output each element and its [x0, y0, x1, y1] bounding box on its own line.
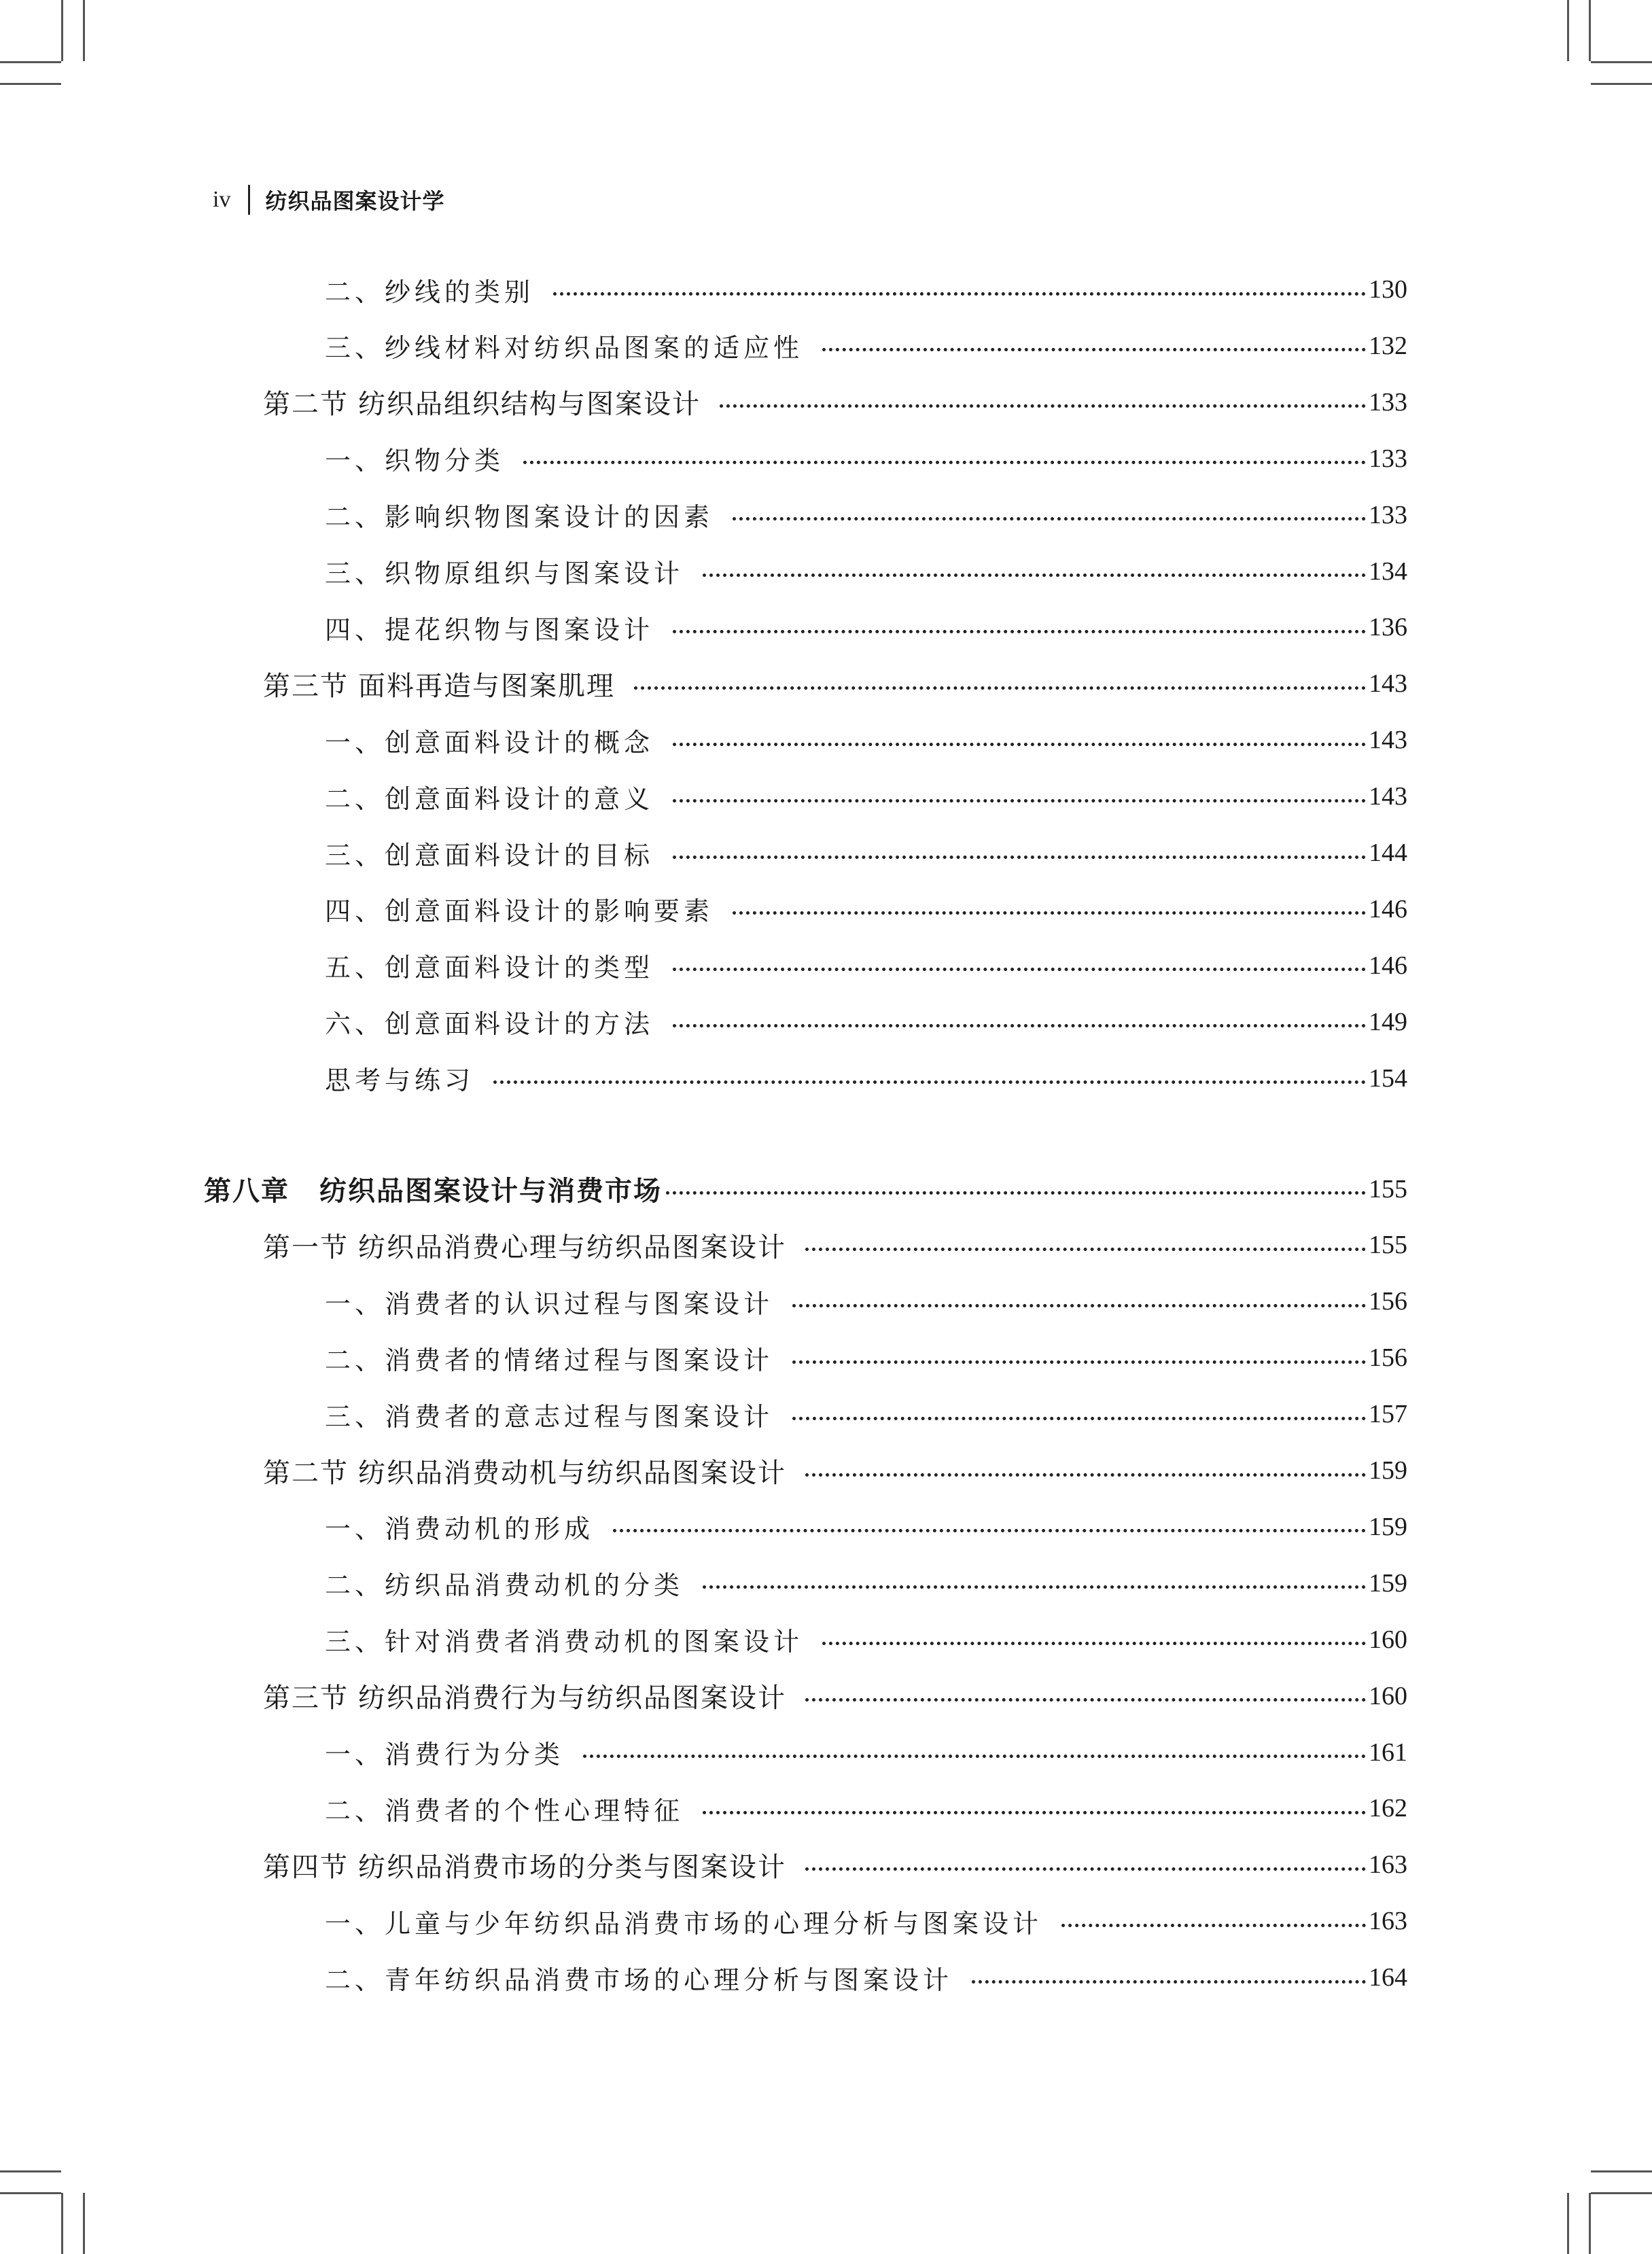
toc-entry-page: 134 — [1369, 557, 1407, 586]
toc-entry-title: 二、纺织品消费动机的分类 — [325, 1570, 684, 1601]
toc-entry-title: 一、创意面料设计的概念 — [325, 727, 654, 758]
toc-entry-label: 第二节 — [263, 389, 349, 421]
dot-leader — [493, 1080, 1366, 1084]
toc-entry-item — [0, 1901, 1652, 1941]
dot-leader — [523, 461, 1366, 464]
toc-entry-title: 二、影响织物图案设计的因素 — [325, 502, 714, 533]
dot-leader — [673, 799, 1366, 803]
dot-leader — [792, 1304, 1366, 1307]
toc-entry-title: 一、儿童与少年纺织品消费市场的心理分析与图案设计 — [325, 1908, 1043, 1939]
toc-entry-page: 143 — [1369, 782, 1407, 811]
toc-entry-label: 第八章 — [204, 1176, 289, 1207]
dot-leader — [673, 743, 1366, 746]
dot-leader — [822, 1642, 1366, 1645]
toc-entry-page: 162 — [1369, 1794, 1407, 1823]
toc-entry-heading: 纺织品消费市场的分类与图案设计 — [358, 1851, 786, 1883]
crop-mark — [1567, 0, 1569, 61]
toc-entry-label: 第一节 — [263, 1231, 349, 1263]
toc-entry-heading: 面料再造与图案肌理 — [358, 670, 615, 702]
toc-entry-item — [0, 776, 1652, 817]
toc-entry-title — [263, 1226, 786, 1265]
crop-mark — [1589, 0, 1591, 61]
toc-entry-page: 133 — [1369, 444, 1407, 473]
toc-entry-item — [0, 1337, 1652, 1378]
toc-entry-page: 133 — [1369, 387, 1407, 417]
crop-mark — [1591, 61, 1652, 63]
dot-leader — [720, 404, 1366, 408]
dot-leader — [805, 1248, 1366, 1251]
toc-entry-page: 159 — [1369, 1456, 1407, 1485]
toc-entry-page: 160 — [1369, 1625, 1407, 1654]
toc-entry-title: 三、纱线材料对纺织品图案的适应性 — [325, 333, 804, 364]
dot-leader — [673, 968, 1366, 971]
toc-entry-label: 第三节 — [263, 670, 349, 702]
toc-entry-item — [0, 551, 1652, 592]
dot-leader — [634, 686, 1366, 690]
toc-entry-section — [0, 1225, 1652, 1265]
running-header — [213, 182, 444, 217]
toc-entry-label: 第三节 — [263, 1683, 349, 1714]
toc-entry-title — [263, 383, 701, 421]
toc-entry-item — [0, 889, 1652, 930]
dot-leader — [822, 348, 1366, 351]
toc-entry-page: 163 — [1369, 1850, 1407, 1880]
dot-leader — [805, 1473, 1366, 1477]
toc-entry-page: 156 — [1369, 1343, 1407, 1373]
toc-entry-item — [0, 1732, 1652, 1773]
crop-mark — [61, 0, 63, 61]
toc-entry-item — [0, 1619, 1652, 1660]
toc-entry-item — [0, 438, 1652, 479]
toc-entry-page: 163 — [1369, 1907, 1407, 1936]
toc-entry-page: 156 — [1369, 1287, 1407, 1316]
crop-mark — [61, 2193, 63, 2254]
toc-entry-label: 第四节 — [263, 1851, 349, 1883]
toc-entry-page: 143 — [1369, 669, 1407, 699]
toc-entry-page: 143 — [1369, 726, 1407, 755]
dot-leader — [583, 1755, 1366, 1758]
crop-mark — [83, 2193, 85, 2254]
dot-leader — [972, 1980, 1366, 1984]
toc-entry-item — [0, 1058, 1652, 1099]
crop-mark — [0, 2192, 61, 2194]
toc-entry-item — [0, 1394, 1652, 1434]
toc-entry-title: 二、消费者的情绪过程与图案设计 — [325, 1345, 774, 1375]
crop-mark — [1589, 2193, 1591, 2254]
toc-entry-page: 130 — [1369, 275, 1407, 304]
toc-entry-title: 一、织物分类 — [325, 446, 505, 476]
toc-entry-title — [263, 665, 615, 703]
toc-entry-title: 一、消费者的认识过程与图案设计 — [325, 1288, 774, 1319]
toc-entry-title: 三、织物原组织与图案设计 — [325, 559, 684, 588]
toc-entry-section — [0, 663, 1652, 704]
toc-entry-section — [0, 1844, 1652, 1885]
toc-entry-item — [0, 1957, 1652, 1998]
crop-mark — [1591, 2170, 1652, 2172]
toc-entry-title — [263, 1451, 786, 1490]
toc-entry-section — [0, 1450, 1652, 1491]
toc-entry-item — [0, 607, 1652, 648]
toc-entry-page: 154 — [1369, 1063, 1407, 1093]
toc-entry-item — [0, 1002, 1652, 1042]
crop-mark — [83, 0, 85, 61]
toc-entry-heading: 纺织品组织结构与图案设计 — [358, 389, 701, 421]
dot-leader — [613, 1529, 1366, 1532]
toc-entry-title: 三、针对消费者消费动机的图案设计 — [325, 1627, 804, 1657]
crop-mark — [1591, 2192, 1652, 2194]
dot-leader — [805, 1867, 1366, 1871]
toc-entry-page: 136 — [1369, 613, 1407, 642]
dot-leader — [673, 1024, 1366, 1027]
toc-entry-item — [0, 1507, 1652, 1547]
toc-entry-page: 155 — [1369, 1231, 1407, 1260]
toc-entry-chapter — [0, 1169, 1652, 1210]
toc-entry-title — [204, 1169, 662, 1208]
toc-entry-title: 二、创意面料设计的意义 — [325, 783, 654, 814]
dot-leader — [1061, 1924, 1366, 1927]
toc-entry-item — [0, 495, 1652, 535]
toc-entry-page: 164 — [1369, 1963, 1407, 1992]
toc-entry-heading: 纺织品消费心理与纺织品图案设计 — [358, 1231, 786, 1263]
toc-entry-title — [263, 1676, 786, 1715]
dot-leader — [673, 856, 1366, 859]
toc-entry-page: 155 — [1369, 1174, 1407, 1203]
crop-mark — [1567, 2193, 1569, 2254]
toc-entry-section — [0, 382, 1652, 423]
toc-entry-page: 146 — [1369, 951, 1407, 980]
toc-entry-title: 六、创意面料设计的方法 — [325, 1009, 654, 1040]
toc-entry-item — [0, 325, 1652, 366]
book-title: 纺织品图案设计学 — [265, 188, 445, 214]
dot-leader — [733, 911, 1366, 915]
toc-entry-item — [0, 1563, 1652, 1604]
toc-entry-item — [0, 832, 1652, 873]
toc-entry-item — [0, 1281, 1652, 1322]
crop-mark — [1591, 83, 1652, 85]
toc-entry-item — [0, 269, 1652, 310]
toc-entry-title: 二、青年纺织品消费市场的心理分析与图案设计 — [325, 1965, 953, 1995]
toc-entry-title: 一、消费动机的形成 — [325, 1514, 595, 1545]
toc-entry-title — [263, 1846, 786, 1884]
dot-leader — [666, 1191, 1366, 1195]
dot-leader — [805, 1698, 1366, 1702]
header-divider — [248, 185, 250, 215]
dot-leader — [792, 1417, 1366, 1420]
toc-entry-item — [0, 720, 1652, 760]
toc-entry-page: 133 — [1369, 500, 1407, 529]
toc-entry-page: 159 — [1369, 1568, 1407, 1598]
toc-entry-page: 160 — [1369, 1681, 1407, 1710]
page-number: iv — [213, 187, 231, 212]
toc-entry-title: 二、纱线的类别 — [325, 277, 535, 307]
toc-entry-title: 四、创意面料设计的影响要素 — [325, 896, 714, 927]
crop-mark — [0, 2170, 61, 2172]
toc-entry-item — [0, 945, 1652, 986]
toc-entry-label: 第二节 — [263, 1457, 349, 1489]
toc-entry-page: 157 — [1369, 1400, 1407, 1429]
toc-entry-title: 三、消费者的意志过程与图案设计 — [325, 1401, 774, 1432]
toc-entry-page: 161 — [1369, 1738, 1407, 1767]
dot-leader — [703, 1585, 1366, 1589]
dot-leader — [792, 1360, 1366, 1364]
crop-mark — [0, 61, 61, 63]
dot-leader — [553, 292, 1366, 296]
dot-leader — [703, 574, 1366, 577]
crop-mark — [0, 83, 61, 85]
dot-leader — [733, 517, 1366, 521]
dot-leader — [703, 1811, 1366, 1814]
dot-leader — [673, 630, 1366, 633]
toc-entry-item — [0, 1788, 1652, 1829]
toc-entry-heading: 纺织品消费动机与纺织品图案设计 — [358, 1457, 786, 1489]
toc-entry-title: 二、消费者的个性心理特征 — [325, 1795, 684, 1826]
toc-entry-page: 159 — [1369, 1512, 1407, 1541]
toc-entry-page: 149 — [1369, 1007, 1407, 1036]
toc-entry-section — [0, 1676, 1652, 1716]
toc-entry-heading: 纺织品图案设计与消费市场 — [319, 1176, 662, 1207]
toc-entry-title: 五、创意面料设计的类型 — [325, 953, 654, 983]
toc-entry-title: 四、提花织物与图案设计 — [325, 614, 654, 645]
toc-entry-title: 一、消费行为分类 — [325, 1740, 565, 1769]
toc-entry-page: 144 — [1369, 839, 1407, 867]
toc-entry-heading: 纺织品消费行为与纺织品图案设计 — [358, 1683, 786, 1714]
toc-entry-title: 三、创意面料设计的目标 — [325, 840, 654, 870]
toc-entry-page: 132 — [1369, 331, 1407, 360]
toc-entry-page: 146 — [1369, 894, 1407, 923]
toc-entry-title: 思考与练习 — [325, 1066, 475, 1096]
